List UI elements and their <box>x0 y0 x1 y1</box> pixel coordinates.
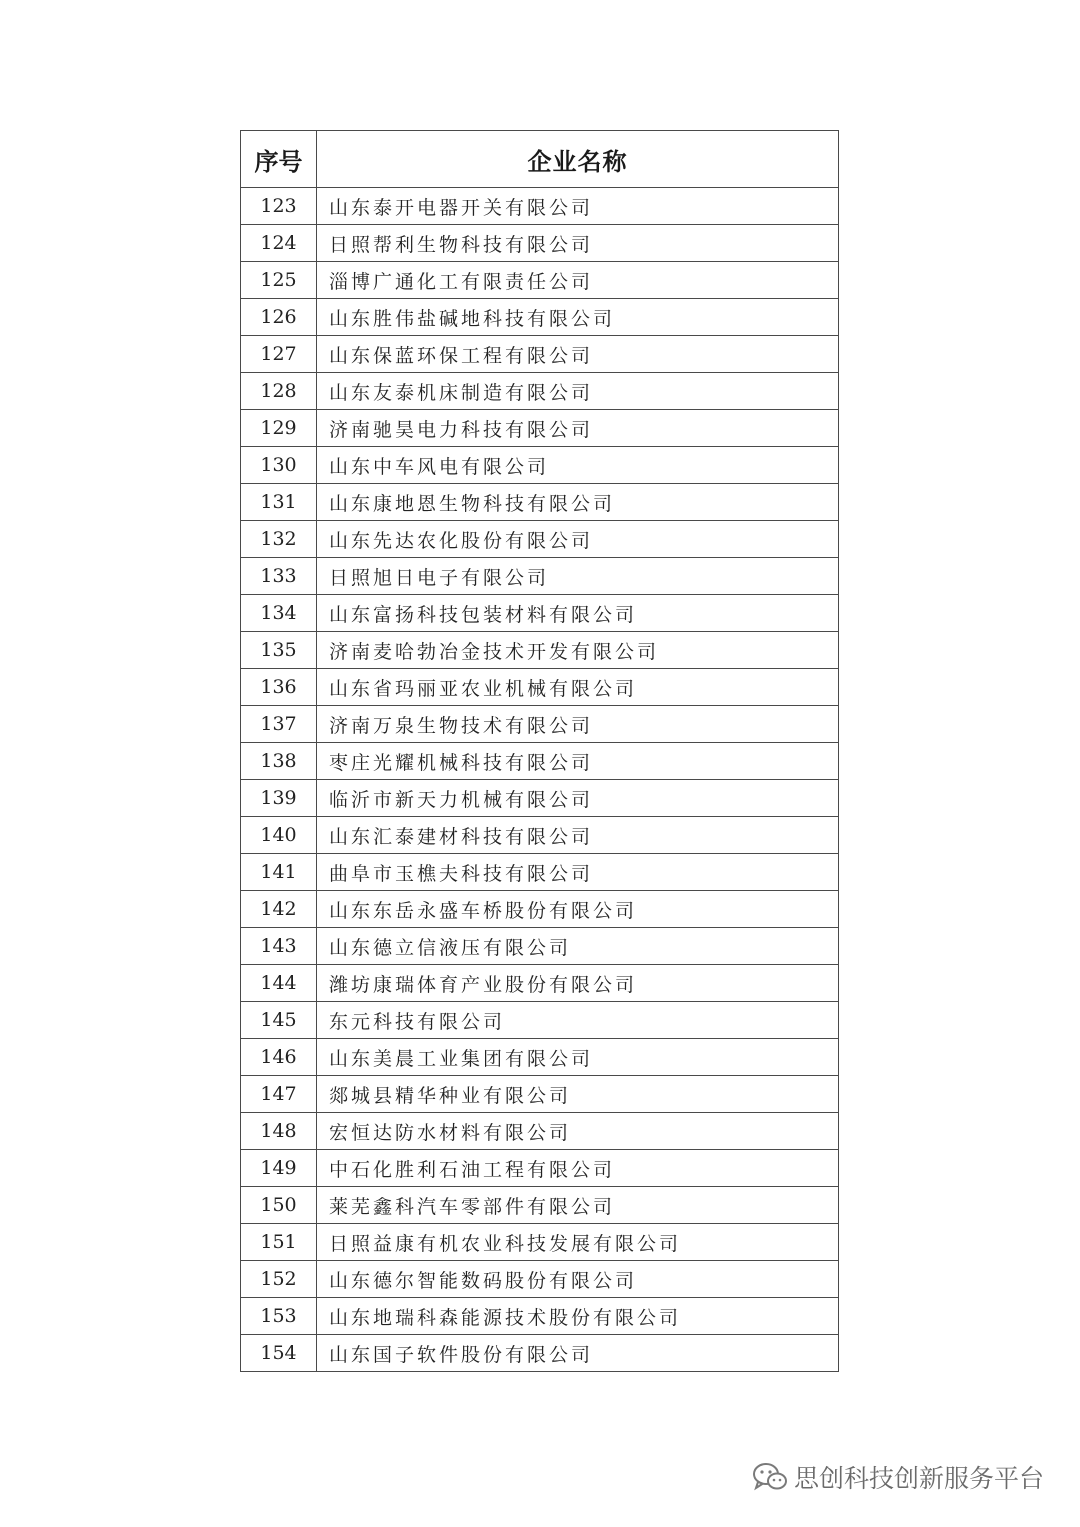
table-row <box>241 410 839 447</box>
table-row <box>241 1113 839 1150</box>
row-number: 144 <box>241 965 317 1002</box>
company-name: 潍坊康瑞体育产业股份有限公司 <box>317 965 839 1002</box>
table-row <box>241 706 839 743</box>
row-number: 140 <box>241 817 317 854</box>
company-name: 山东德尔智能数码股份有限公司 <box>317 1261 839 1298</box>
row-number: 153 <box>241 1298 317 1335</box>
table-row <box>241 521 839 558</box>
company-name: 山东汇泰建材科技有限公司 <box>317 817 839 854</box>
company-name: 中石化胜利石油工程有限公司 <box>317 1150 839 1187</box>
table-row <box>241 1298 839 1335</box>
row-number: 136 <box>241 669 317 706</box>
table-row <box>241 1261 839 1298</box>
company-name: 山东东岳永盛车桥股份有限公司 <box>317 891 839 928</box>
wechat-icon <box>752 1462 788 1492</box>
row-number: 141 <box>241 854 317 891</box>
table-row <box>241 854 839 891</box>
table-row <box>241 817 839 854</box>
row-number: 150 <box>241 1187 317 1224</box>
row-number: 142 <box>241 891 317 928</box>
table-header-row <box>241 131 839 188</box>
table-row <box>241 336 839 373</box>
table-row <box>241 299 839 336</box>
company-name: 日照帮利生物科技有限公司 <box>317 225 839 262</box>
company-name: 东元科技有限公司 <box>317 1002 839 1039</box>
table-row <box>241 447 839 484</box>
row-number: 152 <box>241 1261 317 1298</box>
row-number: 130 <box>241 447 317 484</box>
company-name: 山东泰开电器开关有限公司 <box>317 188 839 225</box>
table-row <box>241 225 839 262</box>
row-number: 131 <box>241 484 317 521</box>
table-row <box>241 558 839 595</box>
company-name: 济南麦哈勃冶金技术开发有限公司 <box>317 632 839 669</box>
table-row <box>241 743 839 780</box>
company-name: 山东先达农化股份有限公司 <box>317 521 839 558</box>
row-number: 145 <box>241 1002 317 1039</box>
row-number: 125 <box>241 262 317 299</box>
table-row <box>241 373 839 410</box>
header-number: 序号 <box>241 131 317 188</box>
row-number: 148 <box>241 1113 317 1150</box>
company-name: 山东国子软件股份有限公司 <box>317 1335 839 1372</box>
row-number: 129 <box>241 410 317 447</box>
watermark-text: 思创科技创新服务平台 <box>793 1464 1044 1493</box>
table-row <box>241 1150 839 1187</box>
table-row <box>241 595 839 632</box>
company-name: 山东美晨工业集团有限公司 <box>317 1039 839 1076</box>
row-number: 135 <box>241 632 317 669</box>
company-name: 郯城县精华种业有限公司 <box>317 1076 839 1113</box>
row-number: 128 <box>241 373 317 410</box>
table-row <box>241 1039 839 1076</box>
row-number: 123 <box>241 188 317 225</box>
company-name: 曲阜市玉樵夫科技有限公司 <box>317 854 839 891</box>
table-row <box>241 965 839 1002</box>
table-row <box>241 188 839 225</box>
table-row <box>241 1224 839 1261</box>
row-number: 134 <box>241 595 317 632</box>
company-name: 莱芜鑫科汽车零部件有限公司 <box>317 1187 839 1224</box>
table-row <box>241 262 839 299</box>
row-number: 138 <box>241 743 317 780</box>
table-row <box>241 1335 839 1372</box>
table-row <box>241 1002 839 1039</box>
row-number: 124 <box>241 225 317 262</box>
company-name: 山东富扬科技包装材料有限公司 <box>317 595 839 632</box>
table-row <box>241 1076 839 1113</box>
company-name: 山东康地恩生物科技有限公司 <box>317 484 839 521</box>
company-name: 山东保蓝环保工程有限公司 <box>317 336 839 373</box>
company-name: 日照旭日电子有限公司 <box>317 558 839 595</box>
company-name: 山东地瑞科森能源技术股份有限公司 <box>317 1298 839 1335</box>
company-name: 宏恒达防水材料有限公司 <box>317 1113 839 1150</box>
table-row <box>241 632 839 669</box>
row-number: 146 <box>241 1039 317 1076</box>
row-number: 137 <box>241 706 317 743</box>
table-row <box>241 669 839 706</box>
row-number: 147 <box>241 1076 317 1113</box>
table-row <box>241 780 839 817</box>
row-number: 154 <box>241 1335 317 1372</box>
table-body <box>241 188 839 1372</box>
company-name: 临沂市新天力机械有限公司 <box>317 780 839 817</box>
enterprise-table <box>240 130 839 1372</box>
row-number: 133 <box>241 558 317 595</box>
table-row <box>241 928 839 965</box>
row-number: 143 <box>241 928 317 965</box>
company-name: 山东德立信液压有限公司 <box>317 928 839 965</box>
company-name: 山东胜伟盐碱地科技有限公司 <box>317 299 839 336</box>
company-name: 山东友泰机床制造有限公司 <box>317 373 839 410</box>
company-name: 济南万泉生物技术有限公司 <box>317 706 839 743</box>
watermark <box>752 1459 1044 1495</box>
header-name: 企业名称 <box>317 131 839 188</box>
company-name: 山东省玛丽亚农业机械有限公司 <box>317 669 839 706</box>
row-number: 151 <box>241 1224 317 1261</box>
table-row <box>241 1187 839 1224</box>
row-number: 127 <box>241 336 317 373</box>
company-name: 枣庄光耀机械科技有限公司 <box>317 743 839 780</box>
row-number: 139 <box>241 780 317 817</box>
table-row <box>241 891 839 928</box>
row-number: 126 <box>241 299 317 336</box>
company-name: 济南驰昊电力科技有限公司 <box>317 410 839 447</box>
row-number: 132 <box>241 521 317 558</box>
company-name: 日照益康有机农业科技发展有限公司 <box>317 1224 839 1261</box>
row-number: 149 <box>241 1150 317 1187</box>
table-row <box>241 484 839 521</box>
company-name: 淄博广通化工有限责任公司 <box>317 262 839 299</box>
company-name: 山东中车风电有限公司 <box>317 447 839 484</box>
